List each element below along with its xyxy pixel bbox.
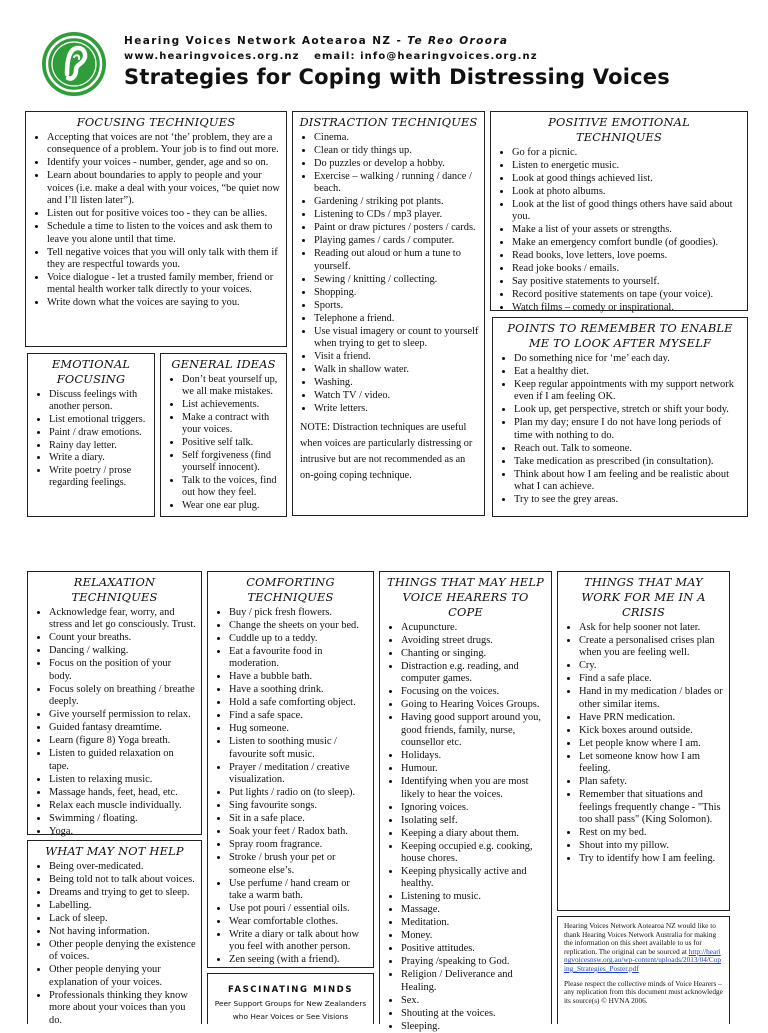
emotional-focusing-heading: EMOTIONAL FOCUSING bbox=[51, 357, 131, 386]
positive-emotional-techniques-list bbox=[496, 147, 742, 315]
acknowledgement-text bbox=[564, 922, 723, 974]
relaxation-techniques-heading: RELAXATION TECHNIQUES bbox=[71, 575, 158, 604]
list-item: • Watch films – comedy or inspirational. bbox=[512, 302, 742, 314]
list-item: • Playing games / cards / computer. bbox=[314, 235, 479, 247]
points-to-remember-heading: POINTS TO REMEMBER TO ENABLE ME TO LOOK AFTER MYSELF bbox=[507, 321, 733, 350]
list-item: • Prayer / meditation / creative visualization. bbox=[229, 762, 368, 787]
list-item: • Sing favourite songs. bbox=[229, 800, 368, 812]
list-item: • Write letters. bbox=[314, 403, 479, 415]
list-item: • Going to Hearing Voices Groups. bbox=[401, 699, 546, 711]
general-ideas-box bbox=[160, 353, 287, 517]
email-link[interactable]: email: info@hearingvoices.org.nz bbox=[314, 51, 538, 62]
list-item: • Self forgiveness (find yourself innocent). bbox=[182, 450, 281, 474]
list-item: • Acupuncture. bbox=[401, 622, 546, 634]
list-item: • Eat a favourite food in moderation. bbox=[229, 646, 368, 671]
crisis-heading: THINGS THAT MAY WORK FOR ME IN A CRISIS bbox=[581, 575, 706, 619]
list-item: • Record positive statements on tape (your voice). bbox=[512, 289, 742, 301]
list-item: • Listening to CDs / mp3 player. bbox=[314, 209, 479, 221]
list-item: • Write a diary or talk about how you feel with another person. bbox=[229, 929, 368, 954]
list-item: • Wear one ear plug. bbox=[182, 500, 281, 512]
list-item: • Sit in a safe place. bbox=[229, 813, 368, 825]
list-item: • Reading out aloud or hum a tune to yourself. bbox=[314, 248, 479, 273]
emotional-focusing-list bbox=[33, 389, 149, 490]
list-item: • Listening to music. bbox=[401, 891, 546, 903]
list-item: • Positive attitudes. bbox=[401, 943, 546, 955]
focusing-techniques-heading: FOCUSING TECHNIQUES bbox=[76, 115, 236, 129]
list-item: • Ignoring voices. bbox=[401, 802, 546, 814]
acknowledgement-box bbox=[557, 916, 730, 1024]
list-item: • Try to identify how I am feeling. bbox=[579, 853, 724, 865]
positive-emotional-techniques-box bbox=[490, 111, 748, 314]
list-item: • Washing. bbox=[314, 377, 479, 389]
list-item: • Try to see the grey areas. bbox=[514, 494, 742, 506]
comforting-techniques-box bbox=[207, 571, 374, 968]
list-item: • Zen seeing (with a friend). bbox=[229, 954, 368, 966]
list-item: • Look at the list of good things others have said about you. bbox=[512, 199, 742, 224]
list-item: • Not having information. bbox=[49, 926, 196, 938]
list-item: • Listen out for positive voices too - they can be allies. bbox=[47, 208, 281, 220]
list-item: • Think about how I am feeling and be realistic about what I can achieve. bbox=[514, 469, 742, 494]
list-item: • Make a list of your assets or strengths. bbox=[512, 224, 742, 236]
list-item: • Focus on the position of your body. bbox=[49, 658, 196, 683]
list-item: • Take medication as prescribed (in consultation). bbox=[514, 456, 742, 468]
list-item: • Holidays. bbox=[401, 750, 546, 762]
list-item: • Let someone know how I am feeling. bbox=[579, 751, 724, 776]
list-item: • Look at photo albums. bbox=[512, 186, 742, 198]
list-item: • Use perfume / hand cream or take a warm bath. bbox=[229, 878, 368, 903]
list-item: • Change the sheets on your bed. bbox=[229, 620, 368, 632]
list-item: • Plan safety. bbox=[579, 776, 724, 788]
list-item: • Reach out. Talk to someone. bbox=[514, 443, 742, 455]
list-item: • Guided fantasy dreamtime. bbox=[49, 722, 196, 734]
list-item: • Put lights / radio on (to sleep). bbox=[229, 787, 368, 799]
list-item: • Make an emergency comfort bundle (of goodies). bbox=[512, 237, 742, 249]
what-may-not-help-heading: WHAT MAY NOT HELP bbox=[45, 844, 184, 858]
list-item: • Keeping physically active and healthy. bbox=[401, 866, 546, 891]
list-item: • Clean or tidy things up. bbox=[314, 145, 479, 157]
list-item: • Shopping. bbox=[314, 287, 479, 299]
focusing-techniques-list bbox=[31, 132, 281, 310]
list-item: • Plan my day; ensure I do not have long periods of time with nothing to do. bbox=[514, 417, 742, 442]
list-item: • Keeping occupied e.g. cooking, house chores. bbox=[401, 841, 546, 866]
list-item: • Meditation. bbox=[401, 917, 546, 929]
things-that-may-help-box bbox=[379, 571, 552, 1032]
list-item: • Accepting that voices are not ‘the’ problem, they are a consequence of a problem. Your job is to find out more. bbox=[47, 132, 281, 157]
list-item: • Look at good things achieved list. bbox=[512, 173, 742, 185]
list-item: • Hug someone. bbox=[229, 723, 368, 735]
list-item: • Exercise – walking / running / dance / beach. bbox=[314, 171, 479, 196]
general-ideas-heading: GENERAL IDEAS bbox=[171, 357, 276, 371]
list-item: • Hand in my medication / blades or other similar items. bbox=[579, 686, 724, 711]
list-item: • Keep regular appointments with my support network even if I am feeling OK. bbox=[514, 379, 742, 404]
comforting-techniques-list bbox=[213, 607, 368, 967]
list-item: • Use pot pouri / essential oils. bbox=[229, 903, 368, 915]
points-to-remember-box bbox=[492, 317, 748, 517]
list-item: • Swimming / floating. bbox=[49, 813, 196, 825]
organisation-name bbox=[124, 35, 508, 47]
distraction-note: NOTE: Distraction techniques are useful when voices are particularly distressing or intrusive but are not recommended as an on-going coping technique. bbox=[300, 421, 473, 481]
list-item: • Don’t beat yourself up, we all make mistakes. bbox=[182, 374, 281, 398]
list-item: • Focus solely on breathing / breathe deeply. bbox=[49, 684, 196, 709]
hearing-voices-logo-icon bbox=[40, 30, 108, 98]
list-item: • Learn about boundaries to apply to people and your voices (i.e. make a deal with your voices, “be quiet now and I’ll listen later”). bbox=[47, 170, 281, 207]
what-may-not-help-list bbox=[33, 861, 196, 1027]
list-item: • Cuddle up to a teddy. bbox=[229, 633, 368, 645]
list-item: • Look up, get perspective, stretch or shift your body. bbox=[514, 404, 742, 416]
list-item: • Buy / pick fresh flowers. bbox=[229, 607, 368, 619]
list-item: • Having good support around you, good friends, family, nurse, counsellor etc. bbox=[401, 712, 546, 749]
list-item: • Soak your feet / Radox bath. bbox=[229, 826, 368, 838]
list-item: • Kick boxes around outside. bbox=[579, 725, 724, 737]
list-item: • Identify your voices - number, gender, age and so on. bbox=[47, 157, 281, 169]
list-item: • Ask for help sooner not later. bbox=[579, 622, 724, 634]
list-item: • Create a personalised crises plan when you are feeling well. bbox=[579, 635, 724, 660]
list-item: • Acknowledge fear, worry, and stress and let go consciously. Trust. bbox=[49, 607, 196, 632]
list-item: • Watch TV / video. bbox=[314, 390, 479, 402]
list-item: • Relax each muscle individually. bbox=[49, 800, 196, 812]
list-item: • Massage hands, feet, head, etc. bbox=[49, 787, 196, 799]
list-item: • Professionals thinking they know more about your voices than you do. bbox=[49, 990, 196, 1027]
what-may-not-help-box bbox=[27, 840, 202, 1024]
list-item: • Dreams and trying to get to sleep. bbox=[49, 887, 196, 899]
list-item: • Write down what the voices are saying to you. bbox=[47, 297, 281, 309]
list-item: • Spray room fragrance. bbox=[229, 839, 368, 851]
list-item: • Paint or draw pictures / posters / cards. bbox=[314, 222, 479, 234]
list-item: • Shouting at the voices. bbox=[401, 1008, 546, 1020]
list-item: • Read books, love letters, love poems. bbox=[512, 250, 742, 262]
list-item: • Cinema. bbox=[314, 132, 479, 144]
list-item: • Cry. bbox=[579, 660, 724, 672]
points-to-remember-list bbox=[498, 353, 742, 507]
contact-line bbox=[124, 51, 548, 62]
list-item: • Visit a friend. bbox=[314, 351, 479, 363]
list-item: • Read joke books / emails. bbox=[512, 263, 742, 275]
list-item: • Focusing on the voices. bbox=[401, 686, 546, 698]
comforting-techniques-heading: COMFORTING TECHNIQUES bbox=[246, 575, 335, 604]
crisis-list bbox=[563, 622, 724, 865]
list-item: • Give yourself permission to relax. bbox=[49, 709, 196, 721]
list-item: • Stroke / brush your pet or someone else’s. bbox=[229, 852, 368, 877]
list-item: • Make a contract with your voices. bbox=[182, 412, 281, 436]
list-item: • List emotional triggers. bbox=[49, 414, 149, 426]
things-that-may-help-heading: THINGS THAT MAY HELP VOICE HEARERS TO COPE bbox=[387, 575, 544, 619]
list-item: • Eat a healthy diet. bbox=[514, 366, 742, 378]
list-item: • Gardening / striking pot plants. bbox=[314, 196, 479, 208]
relaxation-techniques-list bbox=[33, 607, 196, 838]
list-item: • Keeping a diary about them. bbox=[401, 828, 546, 840]
list-item: • Schedule a time to listen to the voices and ask them to leave you alone until that time. bbox=[47, 221, 281, 246]
list-item: • Wear comfortable clothes. bbox=[229, 916, 368, 928]
list-item: • Yoga. bbox=[49, 826, 196, 838]
organisation-maori-name: Te Reo Oroora bbox=[407, 35, 509, 47]
list-item: • Massage. bbox=[401, 904, 546, 916]
list-item: • Sex. bbox=[401, 995, 546, 1007]
list-item: • Listen to energetic music. bbox=[512, 160, 742, 172]
list-item: • Learn (figure 8) Yoga breath. bbox=[49, 735, 196, 747]
list-item: • Use visual imagery or count to yourself when trying to get to sleep. bbox=[314, 326, 479, 351]
crisis-box bbox=[557, 571, 730, 911]
fascinating-minds-subtitle: Peer Support Groups for New Zealanders who Hear Voices or See Visions bbox=[214, 999, 367, 1021]
list-item: • Religion / Deliverance and Healing. bbox=[401, 969, 546, 994]
list-item: • Walk in shallow water. bbox=[314, 364, 479, 376]
copyright-text: Please respect the collective minds of Voice Hearers – any replication from this document must acknowledge its source(s) © HVNA 2006. bbox=[564, 978, 723, 1005]
page-title: Strategies for Coping with Distressing Voices bbox=[124, 65, 670, 89]
distraction-techniques-heading: DISTRACTION TECHNIQUES bbox=[299, 115, 478, 129]
list-item: • Have a soothing drink. bbox=[229, 684, 368, 696]
list-item: • Rest on my bed. bbox=[579, 827, 724, 839]
distraction-techniques-list bbox=[298, 132, 479, 416]
list-item: • Have a bubble bath. bbox=[229, 671, 368, 683]
list-item: • Other people denying the existence of voices. bbox=[49, 939, 196, 964]
source-link[interactable]: http://hearingvoicesnsw.org.au/wp-content/uploads/2013/04/Coping_Strategies_Poster.pdf bbox=[564, 946, 722, 973]
list-item: • Listen to soothing music / favourite soft music. bbox=[229, 736, 368, 761]
list-item: • Remember that situations and feelings frequently change - "This too shall pass" (King Solomon). bbox=[579, 789, 724, 826]
acknowledgement-intro: Hearing Voices Network Aotearoa NZ would like to thank Hearing Voices Network Australia for making the information on this sheet available to us for replication. The original can be sourced at bbox=[564, 921, 717, 956]
list-item: • Positive self talk. bbox=[182, 437, 281, 449]
website-link[interactable]: www.hearingvoices.org.nz bbox=[124, 51, 300, 62]
fascinating-minds-box bbox=[207, 973, 374, 1024]
list-item: • Isolating self. bbox=[401, 815, 546, 827]
list-item: • Have PRN medication. bbox=[579, 712, 724, 724]
list-item: • Identifying when you are most likely to hear the voices. bbox=[401, 776, 546, 801]
positive-emotional-techniques-heading: POSITIVE EMOTIONAL TECHNIQUES bbox=[548, 115, 690, 144]
list-item: • Praying /speaking to God. bbox=[401, 956, 546, 968]
list-item: • Sports. bbox=[314, 300, 479, 312]
list-item: • Do something nice for ‘me’ each day. bbox=[514, 353, 742, 365]
list-item: • Voice dialogue - let a trusted family member, friend or mental health worker talk directly to your voices. bbox=[47, 272, 281, 297]
page-header bbox=[0, 0, 768, 108]
list-item: • Rainy day letter. bbox=[49, 440, 149, 452]
list-item: • Sleeping. bbox=[401, 1021, 546, 1033]
list-item: • Distraction e.g. reading, and computer games. bbox=[401, 661, 546, 686]
list-item: • Other people denying your explanation of your voices. bbox=[49, 964, 196, 989]
list-item: • Write a diary. bbox=[49, 452, 149, 464]
list-item: • Being told not to talk about voices. bbox=[49, 874, 196, 886]
list-item: • Shout into my pillow. bbox=[579, 840, 724, 852]
list-item: • Count your breaths. bbox=[49, 632, 196, 644]
list-item: • Being over-medicated. bbox=[49, 861, 196, 873]
list-item: • Go for a picnic. bbox=[512, 147, 742, 159]
things-that-may-help-list bbox=[385, 622, 546, 1033]
list-item: • Find a safe place. bbox=[579, 673, 724, 685]
list-item: • Sewing / knitting / collecting. bbox=[314, 274, 479, 286]
list-item: • Hold a safe comforting object. bbox=[229, 697, 368, 709]
list-item: • Find a safe space. bbox=[229, 710, 368, 722]
organisation-name-text: Hearing Voices Network Aotearoa NZ - bbox=[124, 35, 408, 47]
list-item: • Labelling. bbox=[49, 900, 196, 912]
emotional-focusing-box bbox=[27, 353, 155, 517]
list-item: • Telephone a friend. bbox=[314, 313, 479, 325]
list-item: • Paint / draw emotions. bbox=[49, 427, 149, 439]
list-item: • Let people know where I am. bbox=[579, 738, 724, 750]
fascinating-minds-title: FASCINATING MINDS bbox=[227, 985, 354, 995]
list-item: • Humour. bbox=[401, 763, 546, 775]
list-item: • Chanting or singing. bbox=[401, 648, 546, 660]
distraction-techniques-box bbox=[292, 111, 485, 516]
list-item: • Avoiding street drugs. bbox=[401, 635, 546, 647]
list-item: • Lack of sleep. bbox=[49, 913, 196, 925]
focusing-techniques-box bbox=[25, 111, 287, 347]
list-item: • Money. bbox=[401, 930, 546, 942]
general-ideas-list bbox=[166, 374, 281, 512]
list-item: • Tell negative voices that you will only talk with them if they are respectful towards you. bbox=[47, 247, 281, 272]
list-item: • Dancing / walking. bbox=[49, 645, 196, 657]
list-item: • Talk to the voices, find out how they feel. bbox=[182, 475, 281, 499]
list-item: • List achievements. bbox=[182, 399, 281, 411]
list-item: • Discuss feelings with another person. bbox=[49, 389, 149, 413]
list-item: • Listen to relaxing music. bbox=[49, 774, 196, 786]
list-item: • Do puzzles or develop a hobby. bbox=[314, 158, 479, 170]
list-item: • Write poetry / prose regarding feelings. bbox=[49, 465, 149, 489]
relaxation-techniques-box bbox=[27, 571, 202, 835]
list-item: • Listen to guided relaxation on tape. bbox=[49, 748, 196, 773]
list-item: • Say positive statements to yourself. bbox=[512, 276, 742, 288]
